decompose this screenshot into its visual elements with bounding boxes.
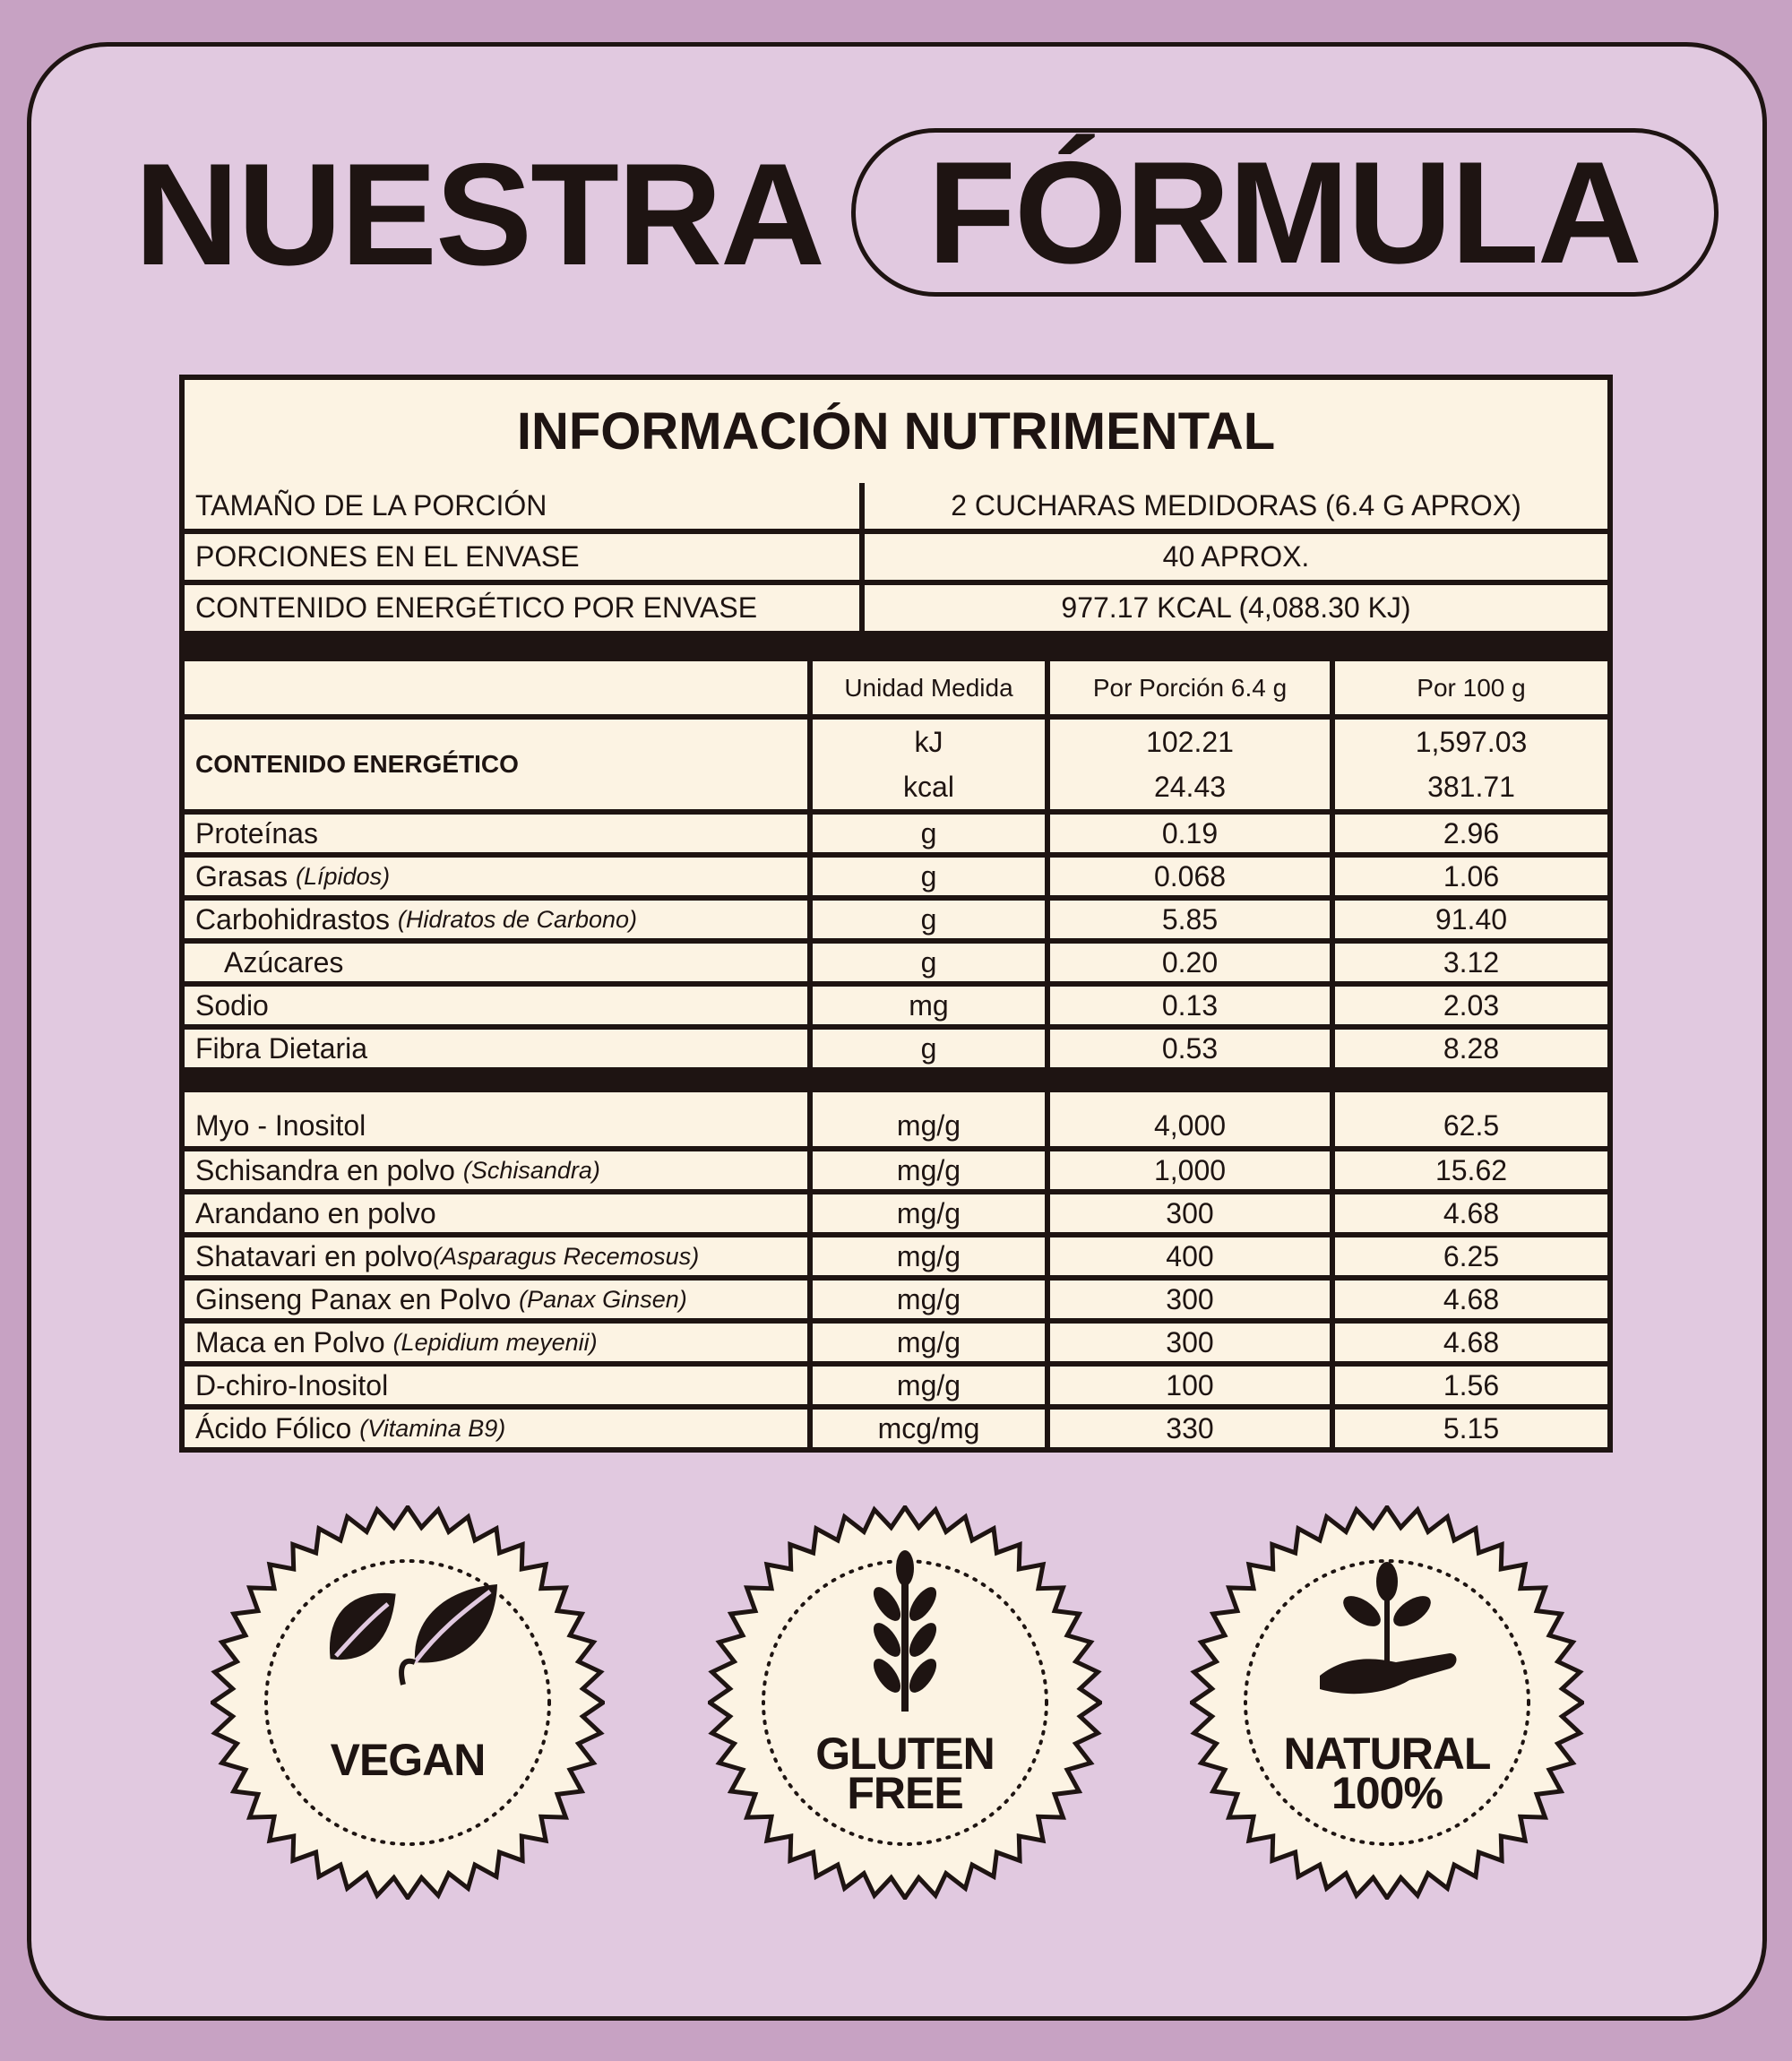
per-portion: 0.20: [1050, 944, 1330, 981]
summary-label: PORCIONES EN EL ENVASE: [185, 534, 859, 580]
per-portion: 0.19: [1050, 815, 1330, 852]
per-100g: 3.12: [1335, 944, 1607, 981]
item-name: D-chiro-Inositol: [195, 1368, 389, 1401]
summary-value: 977.17 KCAL (4,088.30 KJ): [865, 585, 1607, 631]
item-name: Schisandra en polvo: [195, 1153, 463, 1186]
unit: mg/g: [813, 1237, 1045, 1275]
unit: mg/g: [813, 1151, 1045, 1189]
table-row: [185, 858, 1607, 895]
unit: mg/g: [813, 1194, 1045, 1232]
per-portion: 100: [1050, 1367, 1330, 1404]
table-heading: INFORMACIÓN NUTRIMENTAL: [185, 380, 1607, 483]
per-portion: 5.85: [1050, 901, 1330, 938]
per-100g: 5.15: [1335, 1410, 1607, 1447]
value: 1,597.03: [1415, 725, 1528, 758]
value: 102.21: [1146, 725, 1234, 758]
per-100g: 4.68: [1335, 1194, 1607, 1232]
unit: mg/g: [813, 1367, 1045, 1404]
per-100g: 4.68: [1335, 1324, 1607, 1361]
per-100g: 4.68: [1335, 1281, 1607, 1318]
per-100g: 1.06: [1335, 858, 1607, 895]
unit: mcg/mg: [813, 1410, 1045, 1447]
table-row: [185, 1194, 1607, 1232]
per-portion: 300: [1050, 1281, 1330, 1318]
per-portion: 0.53: [1050, 1030, 1330, 1067]
badge-line1: VEGAN: [330, 1735, 486, 1785]
item-name: Azúcares: [224, 945, 344, 979]
per-portion: 300: [1050, 1194, 1330, 1232]
table-row: [185, 1324, 1607, 1361]
column-headers: [185, 661, 1607, 714]
item-name: Ácido Fólico: [195, 1411, 360, 1444]
item-name: Maca en Polvo: [195, 1325, 393, 1358]
unit: g: [813, 858, 1045, 895]
item-name: Myo - Inositol: [195, 1109, 366, 1142]
per-portion: 4,000: [1050, 1092, 1330, 1146]
unit: mg/g: [813, 1281, 1045, 1318]
item-subname: (Panax Ginsen): [519, 1285, 687, 1313]
title-nuestra: NUESTRA: [134, 134, 824, 296]
title-formula: FÓRMULA: [927, 132, 1641, 294]
value: 381.71: [1427, 770, 1515, 803]
item-subname: (Vitamina B9): [359, 1414, 506, 1442]
unit: mg: [813, 987, 1045, 1024]
item-name: Proteínas: [195, 816, 318, 849]
summary-label: CONTENIDO ENERGÉTICO POR ENVASE: [185, 585, 859, 631]
per-100g: 62.5: [1335, 1092, 1607, 1146]
table-row: [185, 987, 1607, 1024]
item-subname: (Schisandra): [462, 1156, 600, 1184]
table-row: [185, 1030, 1607, 1067]
title-pill: [851, 128, 1719, 297]
table-row: [185, 815, 1607, 852]
table-row: [185, 1092, 1607, 1146]
item-name: Sodio: [195, 988, 269, 1022]
badge-vegan: [211, 1505, 605, 1900]
item-name: Grasas: [195, 859, 297, 893]
badge-line2: FREE: [847, 1768, 963, 1818]
item-subname: (Asparagus Recemosus): [433, 1242, 700, 1270]
item-name: Carbohidrastos: [195, 902, 398, 936]
per-100g: 1.56: [1335, 1367, 1607, 1404]
item-name: Ginseng Panax en Polvo: [195, 1282, 520, 1315]
per-portion: 1,000: [1050, 1151, 1330, 1189]
unit: g: [813, 815, 1045, 852]
item-subname: (Lepidium meyenii): [392, 1328, 598, 1356]
per-100g: 2.03: [1335, 987, 1607, 1024]
unit: kJ: [914, 725, 943, 758]
badge-natural: [1190, 1505, 1584, 1900]
badge-line1: NATURAL: [1283, 1729, 1491, 1779]
badge-line1: GLUTEN: [815, 1729, 995, 1779]
summary-row: [185, 534, 1607, 580]
unit: g: [813, 901, 1045, 938]
per-portion: 0.13: [1050, 987, 1330, 1024]
item-name: Fibra Dietaria: [195, 1031, 368, 1065]
table-row: [185, 901, 1607, 938]
value: 24.43: [1153, 770, 1227, 803]
summary-value: 40 APROX.: [865, 534, 1607, 580]
column-header: Por 100 g: [1335, 661, 1607, 714]
summary-value: 2 CUCHARAS MEDIDORAS (6.4 G APROX): [865, 483, 1607, 529]
per-portion: 300: [1050, 1324, 1330, 1361]
unit: g: [813, 1030, 1045, 1067]
table-row: [185, 1237, 1607, 1275]
unit: kcal: [903, 770, 954, 803]
item-subname: (Hidratos de Carbono): [397, 905, 638, 933]
unit: mg/g: [813, 1092, 1045, 1146]
badge-gluten: [708, 1505, 1102, 1900]
nutrition-table: [179, 375, 1613, 1453]
summary-row: [185, 483, 1607, 529]
column-header: Unidad Medida: [813, 661, 1045, 714]
summary-label: TAMAÑO DE LA PORCIÓN: [185, 483, 859, 529]
table-row: [185, 1410, 1607, 1447]
per-100g: 15.62: [1335, 1151, 1607, 1189]
per-100g: 91.40: [1335, 901, 1607, 938]
badge-line2: 100%: [1331, 1768, 1443, 1818]
unit: mg/g: [813, 1324, 1045, 1361]
summary-row: [185, 585, 1607, 631]
per-100g: 8.28: [1335, 1030, 1607, 1067]
per-100g: 2.96: [1335, 815, 1607, 852]
per-100g: 6.25: [1335, 1237, 1607, 1275]
unit: g: [813, 944, 1045, 981]
table-row: [185, 1151, 1607, 1189]
per-portion: 0.068: [1050, 858, 1330, 895]
energy-row: [185, 720, 1607, 809]
table-row: [185, 1367, 1607, 1404]
energy-label: CONTENIDO ENERGÉTICO: [185, 720, 807, 809]
item-name: Arandano en polvo: [195, 1196, 436, 1229]
column-header: Por Porción 6.4 g: [1050, 661, 1330, 714]
item-subname: (Lípidos): [296, 862, 391, 890]
item-name: Shatavari en polvo: [195, 1239, 434, 1272]
per-portion: 400: [1050, 1237, 1330, 1275]
per-portion: 330: [1050, 1410, 1330, 1447]
table-row: [185, 1281, 1607, 1318]
table-row: [185, 944, 1607, 981]
